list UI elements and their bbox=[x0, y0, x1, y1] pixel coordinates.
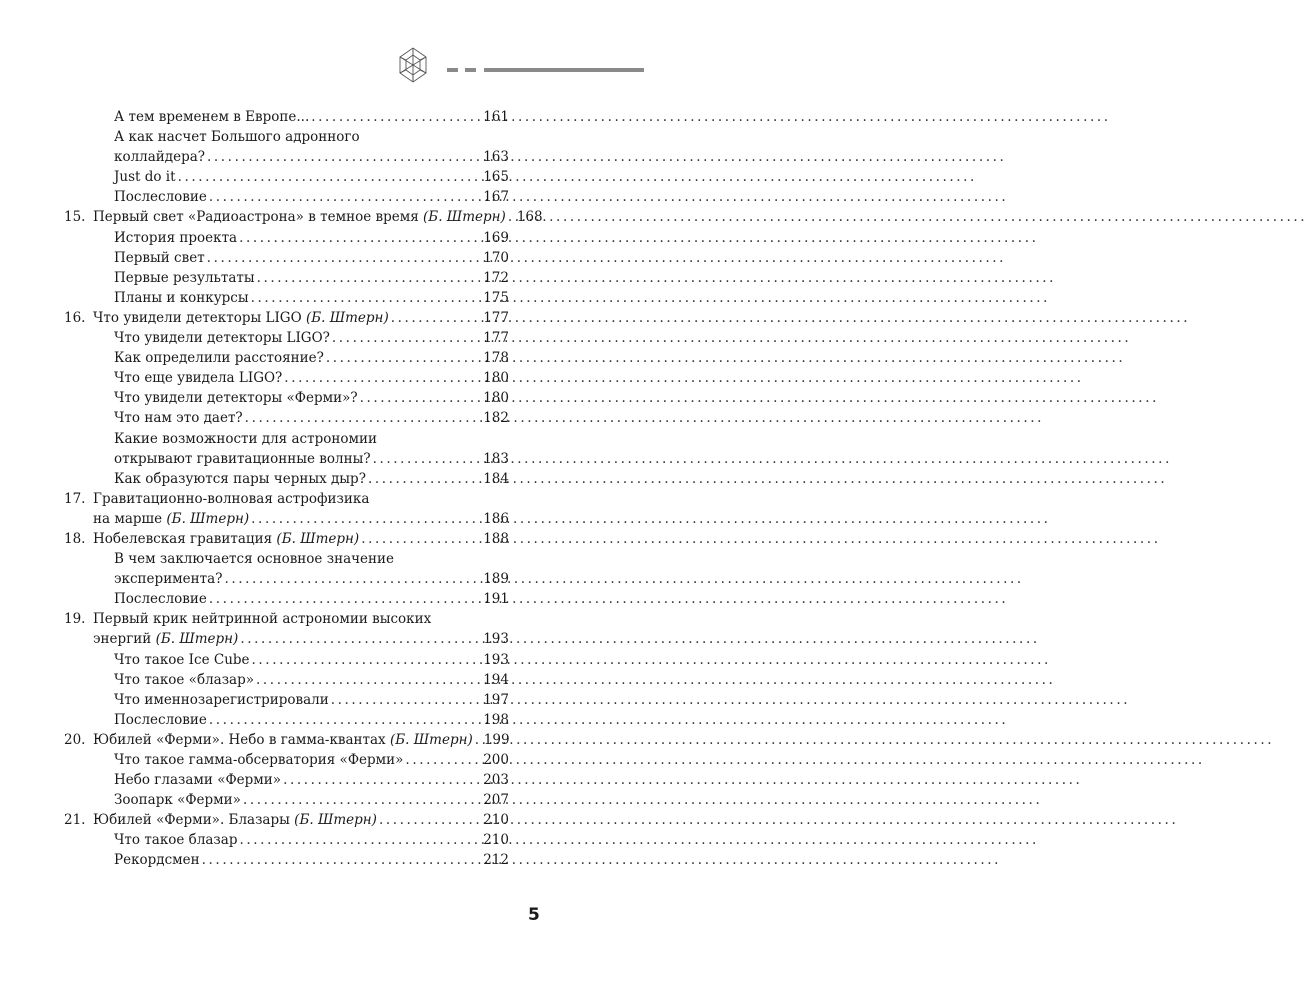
dot-leader bbox=[379, 810, 480, 830]
entry-page-number: 175 bbox=[483, 289, 509, 306]
header-dash-1 bbox=[447, 68, 458, 72]
dot-leader bbox=[209, 710, 480, 730]
dot-leader bbox=[224, 569, 480, 589]
toc-chapter-entry bbox=[64, 529, 509, 549]
entry-page-number: 193 bbox=[483, 631, 509, 648]
entry-page-number: 167 bbox=[483, 189, 509, 206]
dot-leader bbox=[283, 770, 480, 790]
entry-page-number: 180 bbox=[483, 390, 509, 407]
entry-page-number: 169 bbox=[483, 229, 509, 246]
entry-page-number: 168 bbox=[516, 209, 543, 226]
toc-section-entry bbox=[64, 670, 509, 690]
tesseract-icon bbox=[400, 48, 426, 82]
dot-leader bbox=[331, 690, 481, 710]
entry-title: Что такое «блазар» bbox=[114, 671, 255, 688]
toc-section-entry bbox=[64, 650, 509, 670]
entry-page-number: 197 bbox=[483, 691, 509, 708]
entry-page-number: 177 bbox=[483, 309, 509, 326]
entry-title: Что такое блазар bbox=[114, 832, 238, 849]
toc-chapter-continuation bbox=[64, 629, 509, 649]
entry-title: эксперимента? bbox=[114, 571, 223, 588]
entry-title: Как образуются пары черных дыр? bbox=[114, 470, 366, 487]
entry-title: Что такое Ice Cube bbox=[114, 651, 250, 668]
toc-chapter-entry bbox=[64, 810, 509, 830]
entry-page-number: 193 bbox=[483, 651, 509, 668]
header-dash-2 bbox=[465, 68, 476, 72]
dot-leader bbox=[251, 288, 481, 308]
dot-leader bbox=[202, 850, 481, 870]
toc-section-entry bbox=[64, 268, 509, 288]
dot-leader bbox=[239, 228, 480, 248]
toc-section-entry bbox=[64, 328, 509, 348]
toc-chapter-entry bbox=[64, 609, 509, 629]
entry-title: Гравитационно-волновая астрофизика bbox=[93, 490, 370, 507]
entry-title: Нобелевская гравитация bbox=[93, 530, 273, 547]
entry-title: Послесловие bbox=[114, 711, 207, 728]
entry-title: коллайдера? bbox=[114, 149, 205, 166]
entry-title: Рекордсмен bbox=[114, 852, 200, 869]
dot-leader bbox=[311, 107, 480, 127]
entry-title: А тем временем в Европе... bbox=[114, 109, 310, 125]
entry-page-number: 212 bbox=[483, 852, 509, 869]
toc-section-entry bbox=[64, 549, 509, 569]
entry-page-number: 165 bbox=[483, 169, 509, 186]
dot-leader bbox=[326, 348, 480, 368]
entry-title: Первые результаты bbox=[114, 269, 255, 286]
toc-section-entry bbox=[64, 429, 509, 449]
entry-title: Юбилей «Ферми». Блазары bbox=[93, 812, 290, 829]
toc-section-entry bbox=[64, 167, 509, 187]
toc-section-entry bbox=[64, 408, 509, 428]
entry-title: Первый свет bbox=[114, 249, 205, 266]
entry-title: Послесловие bbox=[114, 189, 207, 206]
entry-page-number: 199 bbox=[483, 731, 510, 748]
entry-page-number: 188 bbox=[483, 530, 509, 547]
entry-page-number: 161 bbox=[483, 109, 509, 125]
chapter-number: 19. bbox=[64, 611, 86, 628]
dot-leader bbox=[207, 248, 481, 268]
dot-leader bbox=[245, 408, 481, 428]
toc-section-entry bbox=[64, 569, 509, 589]
entry-title: энергий bbox=[93, 631, 152, 648]
entry-page-number: 191 bbox=[483, 591, 509, 608]
toc-section-entry bbox=[64, 348, 509, 368]
toc-section-entry bbox=[64, 790, 509, 810]
toc-section-entry bbox=[64, 469, 509, 489]
dot-leader bbox=[475, 730, 481, 750]
toc-section-entry bbox=[64, 107, 509, 127]
toc-chapter-entry bbox=[64, 489, 509, 509]
page-number: 5 bbox=[528, 905, 540, 925]
dot-leader bbox=[284, 368, 480, 388]
entry-page-number: 198 bbox=[483, 711, 509, 728]
dot-leader bbox=[508, 207, 514, 227]
toc-section-entry bbox=[64, 449, 509, 469]
dot-leader bbox=[240, 629, 480, 649]
entry-page-number: 177 bbox=[483, 330, 509, 347]
entry-title: Just do it bbox=[114, 169, 176, 186]
dot-leader bbox=[360, 388, 481, 408]
header-rule bbox=[484, 68, 644, 72]
entry-page-number: 189 bbox=[483, 571, 509, 588]
entry-page-number: 210 bbox=[483, 832, 509, 849]
toc-section-entry bbox=[64, 388, 509, 408]
entry-page-number: 182 bbox=[483, 410, 509, 427]
toc-section-entry bbox=[64, 850, 509, 870]
toc-section-entry bbox=[64, 127, 509, 147]
entry-title: открывают гравитационные волны? bbox=[114, 450, 371, 467]
toc-chapter-entry bbox=[64, 207, 543, 227]
dot-leader bbox=[332, 328, 480, 348]
entry-page-number: 183 bbox=[483, 450, 509, 467]
entry-title: Какие возможности для астрономии bbox=[114, 430, 377, 447]
entry-page-number: 210 bbox=[483, 812, 509, 829]
toc-section-entry bbox=[64, 830, 509, 850]
dot-leader bbox=[257, 268, 481, 288]
chapter-number: 20. bbox=[64, 731, 86, 748]
entry-title: Зоопарк «Ферми» bbox=[114, 792, 241, 809]
toc-section-entry bbox=[64, 589, 509, 609]
entry-page-number: 178 bbox=[483, 350, 509, 367]
toc-section-entry bbox=[64, 710, 509, 730]
dot-leader bbox=[251, 509, 480, 529]
entry-title: Юбилей «Ферми». Небо в гамма-квантах bbox=[93, 731, 386, 748]
toc-chapter-entry bbox=[64, 308, 509, 328]
entry-author: (Б. Штерн) bbox=[294, 812, 377, 829]
entry-author: (Б. Штерн) bbox=[155, 631, 239, 648]
table-of-contents bbox=[64, 107, 543, 871]
toc-section-entry bbox=[64, 248, 509, 268]
entry-author: (Б. Штерн) bbox=[276, 530, 360, 547]
entry-title: Что увидели детекторы LIGO bbox=[93, 309, 302, 326]
entry-page-number: 170 bbox=[483, 249, 509, 266]
entry-title: Что увидели детекторы LIGO? bbox=[114, 330, 330, 347]
dot-leader bbox=[391, 308, 480, 328]
entry-page-number: 207 bbox=[483, 792, 509, 809]
entry-page-number: 200 bbox=[483, 752, 509, 768]
entry-title: на марше bbox=[93, 510, 163, 527]
entry-title: Послесловие bbox=[114, 591, 207, 608]
dot-leader bbox=[405, 750, 480, 770]
entry-title: Что такое гамма-обсерватория «Ферми» bbox=[114, 752, 404, 768]
toc-section-entry bbox=[64, 228, 509, 248]
entry-title: А как насчет Большого адронного bbox=[114, 129, 360, 146]
dot-leader bbox=[373, 449, 481, 469]
entry-title: Что нам это дает? bbox=[114, 410, 243, 427]
entry-author: (Б. Штерн) bbox=[305, 309, 389, 326]
entry-title: Планы и конкурсы bbox=[114, 289, 249, 306]
dot-leader bbox=[207, 147, 480, 167]
toc-section-entry bbox=[64, 288, 509, 308]
dot-leader bbox=[361, 529, 480, 549]
dot-leader bbox=[240, 830, 481, 850]
entry-page-number: 194 bbox=[483, 671, 509, 688]
dot-leader bbox=[209, 589, 480, 609]
entry-title: Что увидели детекторы «Ферми»? bbox=[114, 390, 358, 407]
dot-leader bbox=[209, 187, 480, 207]
entry-title: История проекта bbox=[114, 229, 238, 246]
entry-author: (Б. Штерн) bbox=[166, 510, 250, 527]
toc-section-entry bbox=[64, 368, 509, 388]
header-ornament bbox=[0, 0, 644, 100]
entry-page-number: 163 bbox=[483, 149, 509, 166]
chapter-number: 21. bbox=[64, 812, 86, 829]
toc-section-entry bbox=[64, 690, 509, 710]
entry-page-number: 180 bbox=[483, 370, 509, 387]
dot-leader bbox=[256, 670, 480, 690]
toc-section-entry bbox=[64, 147, 509, 167]
dot-leader bbox=[368, 469, 480, 489]
toc-chapter-continuation bbox=[64, 509, 509, 529]
chapter-number: 18. bbox=[64, 530, 86, 547]
entry-title: Небо глазами «Ферми» bbox=[114, 772, 282, 789]
entry-title: Что еще увидела LIGO? bbox=[114, 370, 283, 387]
chapter-number: 17. bbox=[64, 490, 86, 507]
entry-title: В чем заключается основное значение bbox=[114, 551, 395, 568]
dot-leader bbox=[243, 790, 480, 810]
entry-page-number: 186 bbox=[483, 510, 509, 527]
entry-title: Первый крик нейтринной астрономии высоких bbox=[93, 611, 432, 628]
toc-section-entry bbox=[64, 750, 509, 770]
entry-author: (Б. Штерн) bbox=[423, 209, 506, 226]
toc-section-entry bbox=[64, 770, 509, 790]
entry-page-number: 172 bbox=[483, 269, 509, 286]
dot-leader bbox=[178, 167, 481, 187]
dot-leader bbox=[252, 650, 481, 670]
entry-author: (Б. Штерн) bbox=[389, 731, 473, 748]
entry-title: Первый свет «Радиоастрона» в темное время bbox=[93, 209, 419, 226]
entry-page-number: 184 bbox=[483, 470, 509, 487]
chapter-number: 16. bbox=[64, 309, 86, 326]
entry-page-number: 203 bbox=[483, 772, 509, 789]
entry-title: Что именнозарегистрировали bbox=[114, 691, 329, 708]
toc-section-entry bbox=[64, 187, 509, 207]
chapter-number: 15. bbox=[64, 209, 86, 226]
entry-title: Как определили расстояние? bbox=[114, 350, 324, 367]
toc-chapter-entry bbox=[64, 730, 509, 750]
